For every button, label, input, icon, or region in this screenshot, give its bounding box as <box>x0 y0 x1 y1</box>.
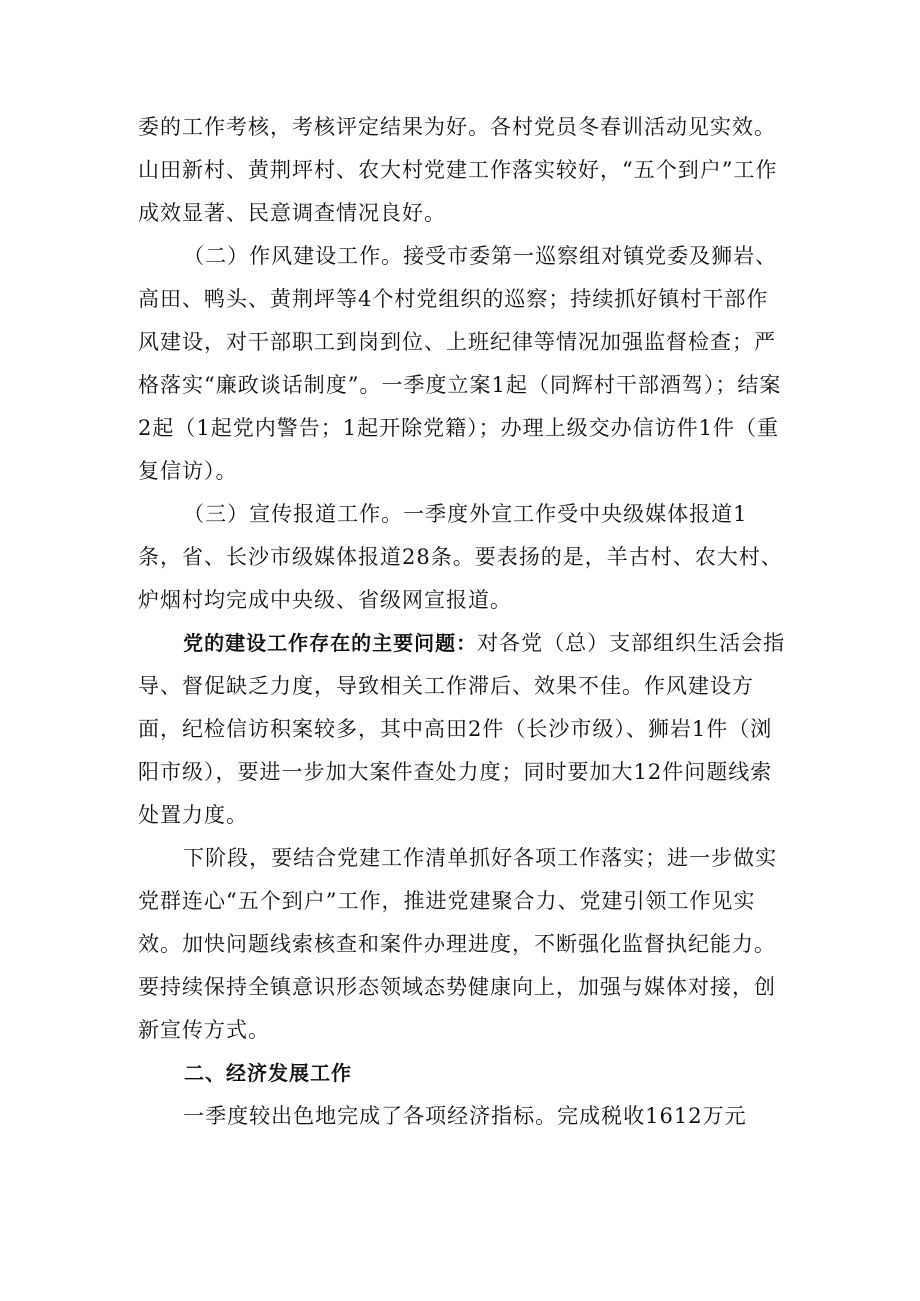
section-heading-economic-development: 二、经济发展工作 <box>184 1061 352 1085</box>
paragraph-style-building-work: （二）作风建设工作。接受市委第一巡察组对镇党委及狮岩、高田、鸭头、黄荆坪等4个村党组织的巡察；持续抓好镇村干部作风建设，对干部职工到岗到位、上班纪律等情况加强监督检查；严格落实“廉政谈话制度”。一季度立案1起（同辉村干部酒驾）；结案2起（1起党内警告；1起开除党籍）；办理上级交办信访件1件（重复信访）。 <box>138 244 782 483</box>
paragraph-next-stage: 下阶段，要结合党建工作清单抓好各项工作落实；进一步做实党群连心“五个到户”工作，推进党建聚合力、党建引领工作见实效。加快问题线索核查和案件办理进度，不断强化监督执纪能力。要持续保持全镇意识形态领域态势健康向上，加强与媒体对接，创新宣传方式。 <box>138 846 778 1042</box>
main-problems-text: 对各党（总）支部组织生活会指导、督促缺乏力度，导致相关工作滞后、效果不佳。作风建设方面，纪检信访积案较多，其中高田2件（长沙市级）、狮岩1件（浏阳市级），要进一步加大案件查处力度；同时要加大12件问题线索处置力度。 <box>138 631 786 827</box>
paragraph-publicity-reporting: （三）宣传报道工作。一季度外宣工作受中央级媒体报道1条，省、长沙市级媒体报道28条。要表扬的是，羊古村、农大村、炉烟村均完成中央级、省级网宣报道。 <box>138 502 783 612</box>
document-body <box>138 106 788 1138</box>
main-problems-lead-label: 党的建设工作存在的主要问题： <box>183 631 478 655</box>
paragraph-continuation-assessment: 委的工作考核，考核评定结果为好。各村党员冬春训活动见实效。山田新村、黄荆坪村、农大村党建工作落实较好，“五个到户”工作成效显著、民意调查情况良好。 <box>138 115 778 225</box>
paragraph-main-problems <box>138 622 788 837</box>
paragraph-economic-indicators: 一季度较出色地完成了各项经济指标。完成税收1612万元 <box>183 1104 747 1128</box>
